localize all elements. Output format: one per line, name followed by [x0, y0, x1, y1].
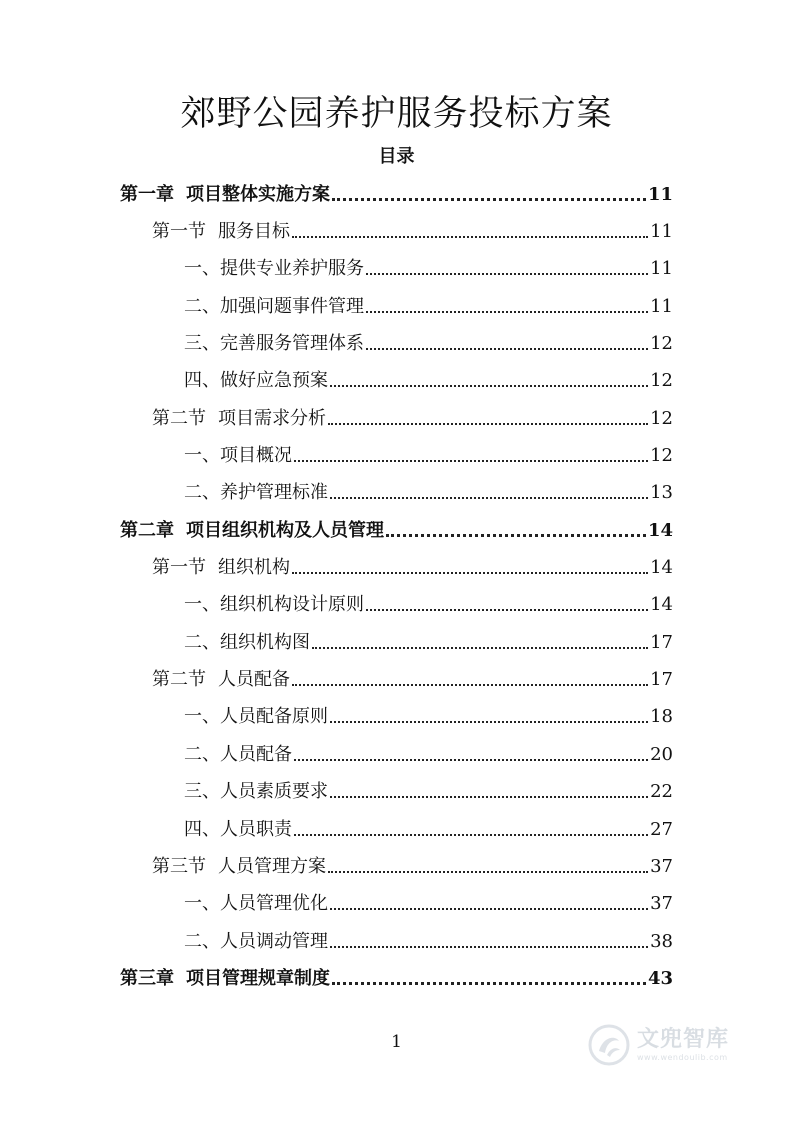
toc-entry[interactable] [120, 176, 673, 213]
toc-entry-text: 人员配备 [218, 669, 290, 691]
toc-entry[interactable] [120, 437, 673, 474]
toc-entry-label [184, 444, 292, 468]
toc-entry-label [184, 780, 328, 804]
toc-entry-page: 14 [647, 519, 673, 541]
toc-entry-prefix: 三、 [184, 333, 220, 355]
toc-entry-prefix: 第一节 [152, 221, 206, 243]
toc-entry-page: 14 [650, 594, 673, 616]
toc-entry-page: 11 [650, 221, 673, 243]
toc-entry-label [184, 631, 310, 655]
toc-entry[interactable] [120, 475, 673, 512]
toc-entry-prefix: 三、 [184, 781, 220, 803]
toc-entry[interactable] [120, 774, 673, 811]
toc-entry-label [152, 556, 290, 580]
toc-entry-text: 提供专业养护服务 [220, 258, 364, 280]
toc-entry-text: 组织机构 [218, 557, 290, 579]
toc-entry-text: 人员配备 [220, 743, 292, 765]
toc-entry-prefix: 二、 [184, 482, 220, 504]
toc-entry[interactable] [120, 325, 673, 362]
toc-entry-page: 37 [650, 893, 673, 915]
toc-entry-label [120, 967, 330, 991]
toc-leader-dots [328, 855, 648, 879]
toc-entry-label [152, 855, 326, 879]
toc-entry-page: 37 [650, 855, 673, 877]
toc-entry-text: 项目管理规章制度 [186, 967, 330, 989]
toc-entry-text: 人员管理优化 [220, 893, 328, 915]
table-of-contents [120, 176, 673, 998]
toc-leader-dots [366, 257, 648, 281]
toc-entry-label [152, 220, 290, 244]
toc-leader-dots [332, 183, 646, 207]
toc-entry-prefix: 四、 [184, 370, 220, 392]
toc-entry-text: 人员配备原则 [220, 706, 328, 728]
toc-entry-page: 13 [650, 482, 673, 504]
toc-entry-prefix: 第二节 [152, 669, 206, 691]
toc-entry-text: 人员素质要求 [220, 781, 328, 803]
toc-entry[interactable] [120, 661, 673, 698]
toc-entry-label [120, 519, 384, 543]
toc-entry[interactable] [120, 848, 673, 885]
toc-entry-page: 14 [650, 557, 673, 579]
toc-entry[interactable] [120, 699, 673, 736]
toc-entry-prefix: 一、 [184, 594, 220, 616]
toc-entry-page: 38 [650, 930, 673, 952]
toc-entry-text: 项目需求分析 [218, 407, 326, 429]
toc-entry-label [184, 257, 364, 281]
toc-leader-dots [366, 332, 648, 356]
toc-leader-dots [294, 818, 648, 842]
toc-entry-prefix: 二、 [184, 295, 220, 317]
toc-leader-dots [330, 705, 648, 729]
toc-entry-text: 组织机构图 [220, 631, 310, 653]
toc-entry-page: 12 [650, 333, 673, 355]
toc-entry-prefix: 第三节 [152, 855, 206, 877]
toc-entry-text: 完善服务管理体系 [220, 333, 364, 355]
toc-leader-dots [366, 593, 648, 617]
toc-entry-page: 12 [650, 407, 673, 429]
toc-entry-label [152, 668, 290, 692]
toc-entry-label [184, 743, 292, 767]
toc-entry-prefix: 第三章 [120, 967, 174, 989]
watermark-url: www.wendoulib.com [637, 1052, 728, 1062]
toc-entry[interactable] [120, 549, 673, 586]
toc-entry-page: 18 [650, 706, 673, 728]
toc-leader-dots [292, 220, 648, 244]
toc-leader-dots [330, 892, 648, 916]
toc-entry-prefix: 一、 [184, 893, 220, 915]
toc-entry[interactable] [120, 624, 673, 661]
toc-entry-prefix: 第一节 [152, 557, 206, 579]
toc-entry-prefix: 一、 [184, 706, 220, 728]
toc-entry[interactable] [120, 363, 673, 400]
document-title: 郊野公园养护服务投标方案 [180, 94, 613, 134]
toc-entry-page: 43 [647, 967, 673, 989]
toc-entry-prefix: 二、 [184, 631, 220, 653]
toc-entry[interactable] [120, 288, 673, 325]
toc-leader-dots [386, 519, 646, 543]
toc-entry-prefix: 第一章 [120, 183, 174, 205]
toc-entry-label [152, 407, 326, 431]
toc-entry-label [184, 481, 328, 505]
toc-entry-label [184, 705, 328, 729]
toc-entry[interactable] [120, 587, 673, 624]
toc-entry-prefix: 一、 [184, 258, 220, 280]
toc-entry-prefix: 四、 [184, 818, 220, 840]
toc-entry[interactable] [120, 811, 673, 848]
toc-entry-prefix: 第二章 [120, 519, 174, 541]
toc-entry-page: 12 [650, 445, 673, 467]
toc-entry[interactable] [120, 400, 673, 437]
toc-entry-page: 17 [650, 669, 673, 691]
toc-entry[interactable] [120, 251, 673, 288]
toc-entry-page: 11 [650, 295, 673, 317]
toc-entry[interactable] [120, 923, 673, 960]
toc-entry-label [184, 295, 364, 319]
toc-entry[interactable] [120, 960, 673, 997]
toc-entry-page: 12 [650, 370, 673, 392]
toc-entry-text: 组织机构设计原则 [220, 594, 364, 616]
toc-entry-text: 项目组织机构及人员管理 [186, 519, 384, 541]
toc-entry-label [184, 930, 328, 954]
toc-entry-label [184, 892, 328, 916]
toc-entry[interactable] [120, 736, 673, 773]
watermark [587, 1020, 757, 1070]
toc-leader-dots [294, 743, 648, 767]
toc-leader-dots [330, 369, 648, 393]
toc-entry-prefix: 一、 [184, 445, 220, 467]
toc-leader-dots [294, 444, 648, 468]
toc-leader-dots [332, 967, 646, 991]
toc-entry-page: 20 [650, 743, 673, 765]
toc-heading: 目录 [378, 146, 415, 167]
toc-entry-text: 服务目标 [218, 221, 290, 243]
toc-entry[interactable] [120, 213, 673, 250]
toc-entry-prefix: 二、 [184, 743, 220, 765]
toc-leader-dots [328, 407, 648, 431]
toc-entry-label [184, 369, 328, 393]
toc-entry-label [184, 818, 292, 842]
toc-entry-text: 项目概况 [220, 445, 292, 467]
page-number: 1 [391, 1032, 402, 1052]
toc-leader-dots [292, 556, 648, 580]
wendou-logo-icon [587, 1023, 631, 1067]
toc-leader-dots [292, 668, 648, 692]
toc-entry-prefix: 第二节 [152, 407, 206, 429]
toc-entry[interactable] [120, 512, 673, 549]
toc-entry-text: 养护管理标准 [220, 482, 328, 504]
toc-leader-dots [330, 481, 648, 505]
toc-entry-page: 11 [650, 258, 673, 280]
toc-entry-page: 11 [647, 183, 673, 205]
toc-leader-dots [330, 930, 648, 954]
toc-entry-prefix: 二、 [184, 930, 220, 952]
toc-entry[interactable] [120, 886, 673, 923]
toc-entry-page: 17 [650, 631, 673, 653]
toc-leader-dots [330, 780, 648, 804]
toc-entry-page: 27 [650, 818, 673, 840]
toc-entry-text: 人员职责 [220, 818, 292, 840]
toc-entry-label [184, 332, 364, 356]
toc-entry-text: 项目整体实施方案 [186, 183, 330, 205]
toc-entry-text: 加强问题事件管理 [220, 295, 364, 317]
watermark-name: 文兜智库 [637, 1026, 730, 1052]
toc-entry-text: 人员调动管理 [220, 930, 328, 952]
toc-leader-dots [366, 295, 648, 319]
toc-entry-text: 做好应急预案 [220, 370, 328, 392]
toc-entry-page: 22 [650, 781, 673, 803]
toc-entry-label [120, 183, 330, 207]
toc-entry-label [184, 593, 364, 617]
toc-entry-text: 人员管理方案 [218, 855, 326, 877]
toc-leader-dots [312, 631, 648, 655]
